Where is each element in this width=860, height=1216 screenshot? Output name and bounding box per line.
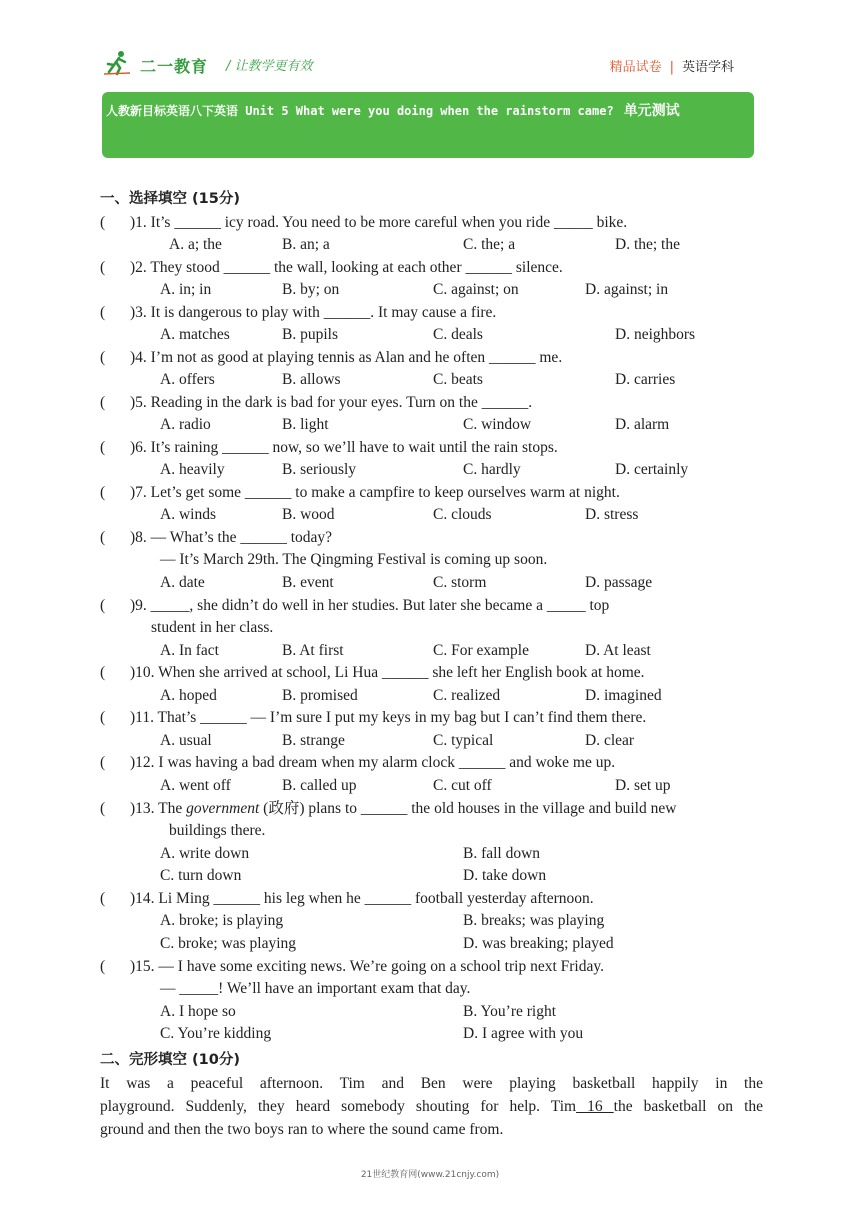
- answer-option: C. storm: [433, 574, 487, 591]
- banner-title: [106, 100, 680, 120]
- answer-paren-open: (: [100, 709, 106, 726]
- answer-option: D. alarm: [615, 416, 670, 433]
- question-stem: )13. The: [130, 800, 187, 817]
- answer-option: B. At first: [282, 642, 344, 659]
- answer-option: D. carries: [615, 371, 676, 388]
- question-stem: )3. It is dangerous to play with ______. It may cause a fire.: [130, 304, 497, 321]
- question-continuation: student in her class.: [151, 619, 274, 636]
- answer-option: B. an; a: [282, 236, 330, 253]
- answer-option: A. radio: [160, 416, 211, 433]
- answer-option: C. deals: [433, 326, 483, 343]
- answer-option: A. heavily: [160, 461, 225, 478]
- answer-option: C. against; on: [433, 281, 519, 298]
- question-stem: )9. _____, she didn’t do well in her studies. But later she became a _____ top: [130, 597, 610, 614]
- answer-option: A. offers: [160, 371, 215, 388]
- answer-option: A. I hope so: [160, 1003, 236, 1020]
- answer-option: A. In fact: [160, 642, 219, 659]
- answer-option: C. typical: [433, 732, 494, 749]
- answer-option: A. went off: [160, 777, 231, 794]
- answer-option: D. was breaking; played: [463, 935, 614, 952]
- answer-option: B. breaks; was playing: [463, 912, 605, 929]
- footer-source: 21世纪教育网(www.21cnjy.com): [360, 1170, 500, 1180]
- answer-option: C. For example: [433, 642, 529, 659]
- answer-option: A. hoped: [160, 687, 217, 704]
- answer-option: D. imagined: [585, 687, 662, 704]
- runner-logo-icon: [104, 50, 130, 76]
- page-header: [104, 50, 754, 80]
- answer-paren-open: (: [100, 529, 106, 546]
- answer-option: A. in; in: [160, 281, 212, 298]
- answer-option: C. window: [463, 416, 532, 433]
- section2-heading: 二、完形填空 (10分): [100, 1052, 240, 1068]
- answer-option: C. hardly: [463, 461, 521, 478]
- answer-option: D. the; the: [615, 236, 680, 253]
- question-continuation: — _____! We’ll have an important exam that day.: [160, 980, 471, 997]
- answer-option: B. allows: [282, 371, 341, 388]
- answer-option: A. date: [160, 574, 205, 591]
- answer-option: B. fall down: [463, 845, 541, 862]
- question-stem: )5. Reading in the dark is bad for your eyes. Turn on the ______.: [130, 394, 533, 411]
- answer-option: B. You’re right: [463, 1003, 557, 1020]
- question-continuation: buildings there.: [169, 822, 266, 839]
- answer-option: B. wood: [282, 506, 335, 523]
- answer-paren-open: (: [100, 394, 106, 411]
- answer-paren-open: (: [100, 259, 106, 276]
- question-stem: )4. I’m not as good at playing tennis as Alan and he often ______ me.: [130, 349, 563, 366]
- answer-option: B. strange: [282, 732, 345, 749]
- answer-paren-open: (: [100, 304, 106, 321]
- answer-paren-open: (: [100, 439, 106, 456]
- brand-name: 二一教育: [140, 57, 209, 76]
- section1-heading: 一、选择填空 (15分): [100, 191, 240, 207]
- answer-option: D. certainly: [615, 461, 689, 478]
- answer-option: C. the; a: [463, 236, 516, 253]
- answer-paren-open: (: [100, 597, 106, 614]
- question-stem: )11. That’s ______ — I’m sure I put my keys in my bag but I can’t find them there.: [130, 709, 647, 726]
- passage-text: playground. Suddenly, they heard somebody shouting for help. Tim: [100, 1098, 577, 1115]
- answer-paren-open: (: [100, 754, 106, 771]
- passage-text: the basketball on the: [613, 1098, 764, 1115]
- slogan: / 让教学更有效: [226, 59, 313, 74]
- answer-option: D. stress: [585, 506, 639, 523]
- answer-paren-open: (: [100, 890, 106, 907]
- answer-option: D. against; in: [585, 281, 669, 298]
- answer-option: C. clouds: [433, 506, 492, 523]
- answer-option: D. I agree with you: [463, 1025, 584, 1042]
- answer-paren-open: (: [100, 349, 106, 366]
- test-title: 人教新目标英语八下英语 Unit 5 What were you doing when the rainstorm came?: [106, 104, 614, 118]
- answer-option: A. write down: [160, 845, 250, 862]
- answer-option: C. broke; was playing: [160, 935, 297, 952]
- answer-option: D. neighbors: [615, 326, 696, 343]
- answer-option: B. pupils: [282, 326, 338, 343]
- question-stem: [130, 800, 676, 818]
- answer-option: D. clear: [585, 732, 635, 749]
- divider: |: [669, 60, 674, 75]
- answer-paren-open: (: [100, 664, 106, 681]
- answer-option: C. cut off: [433, 777, 492, 794]
- answer-option: B. light: [282, 416, 329, 433]
- answer-option: A. usual: [160, 732, 212, 749]
- answer-option: D. take down: [463, 867, 547, 884]
- answer-option: C. turn down: [160, 867, 242, 884]
- answer-option: B. seriously: [282, 461, 357, 478]
- answer-paren-open: (: [100, 214, 106, 231]
- answer-option: B. event: [282, 574, 334, 591]
- subject-label: 英语学科: [681, 60, 734, 75]
- passage-line-3: ground and then the two boys ran to where the sound came from.: [100, 1121, 504, 1138]
- passage-line-2: [100, 1096, 763, 1119]
- question-stem: )8. — What’s the ______ today?: [130, 529, 333, 546]
- answer-paren-open: (: [100, 800, 106, 817]
- quality-label: 精品试卷: [609, 60, 662, 75]
- header-labels: [610, 56, 734, 75]
- answer-paren-open: (: [100, 958, 106, 975]
- question-stem: (政府) plans to ______ the old houses in the village and build new: [259, 800, 677, 817]
- title-banner: [102, 92, 754, 158]
- answer-option: A. a; the: [169, 236, 222, 253]
- passage-line-1: It was a peaceful afternoon. Tim and Ben were playing basketball happily in the: [100, 1075, 763, 1092]
- answer-option: C. realized: [433, 687, 501, 704]
- answer-option: D. passage: [585, 574, 653, 591]
- question-stem: )10. When she arrived at school, Li Hua ______ she left her English book at home.: [130, 664, 645, 681]
- answer-option: C. You’re kidding: [160, 1025, 272, 1042]
- question-stem: government: [186, 800, 260, 817]
- test-tag: 单元测试: [623, 103, 680, 119]
- question-continuation: — It’s March 29th. The Qingming Festival is coming up soon.: [160, 551, 548, 568]
- answer-option: D. At least: [585, 642, 651, 659]
- question-stem: )1. It’s ______ icy road. You need to be more careful when you ride _____ bike.: [130, 214, 628, 231]
- question-stem: )2. They stood ______ the wall, looking at each other ______ silence.: [130, 259, 563, 276]
- answer-option: A. broke; is playing: [160, 912, 284, 929]
- blank-16: 16: [576, 1098, 614, 1115]
- answer-option: D. set up: [615, 777, 671, 794]
- question-stem: )15. — I have some exciting news. We’re going on a school trip next Friday.: [130, 958, 604, 975]
- answer-option: C. beats: [433, 371, 483, 388]
- question-stem: )7. Let’s get some ______ to make a campfire to keep ourselves warm at night.: [130, 484, 620, 501]
- question-stem: )14. Li Ming ______ his leg when he ______ football yesterday afternoon.: [130, 890, 594, 907]
- question-stem: )12. I was having a bad dream when my alarm clock ______ and woke me up.: [130, 754, 616, 771]
- answer-option: B. called up: [282, 777, 357, 794]
- answer-paren-open: (: [100, 484, 106, 501]
- question-stem: )6. It’s raining ______ now, so we’ll have to wait until the rain stops.: [130, 439, 558, 456]
- answer-option: A. matches: [160, 326, 230, 343]
- answer-option: B. promised: [282, 687, 358, 704]
- answer-option: B. by; on: [282, 281, 340, 298]
- answer-option: A. winds: [160, 506, 216, 523]
